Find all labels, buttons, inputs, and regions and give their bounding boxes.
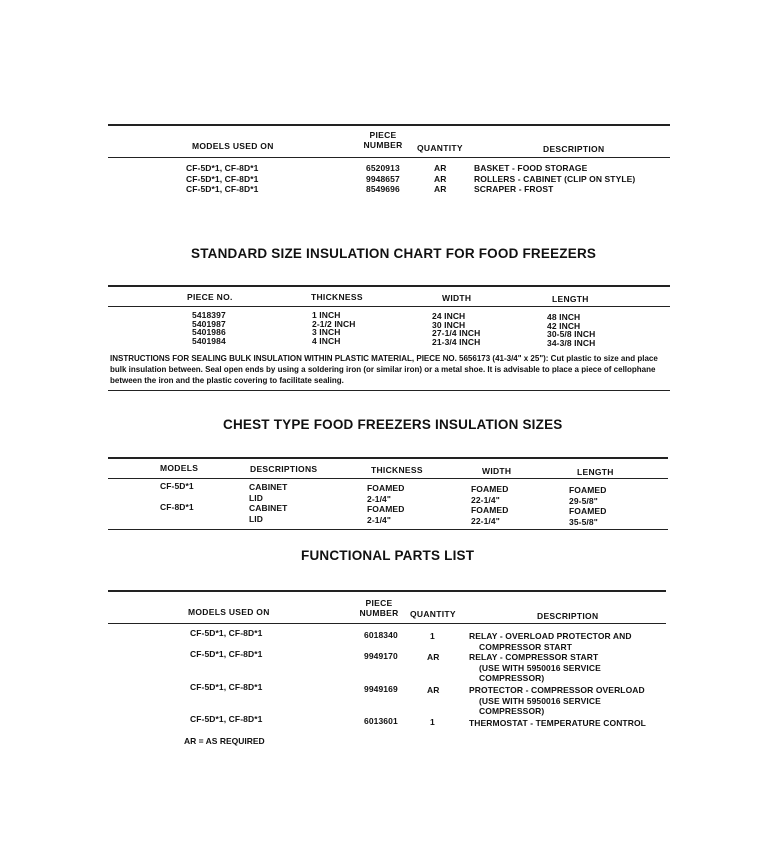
fp-desc-2: PROTECTOR - COMPRESSOR OVERLOAD (USE WITH 5950016 SERVICE COMPRESSOR) [469,685,645,716]
chest-bottom-rule [108,529,668,530]
fp-piece-2: 9949169 [364,684,398,694]
insulation-top-rule [108,285,670,287]
fp-qty-0: 1 [430,631,435,641]
top-rule [108,124,670,126]
header-chest-thickness: THICKNESS [371,465,423,475]
chest-model-column: CF-5D*1 CF-8D*1 [160,481,194,512]
header-width: WIDTH [442,293,472,303]
header-fp-description: DESCRIPTION [537,611,599,621]
header-length: LENGTH [552,294,589,304]
fp-qty-3: 1 [430,717,435,727]
parts-qty-column: AR AR AR [434,163,447,194]
insulation-thickness-column: 1 INCH 2-1/2 INCH 3 INCH 4 INCH [312,310,356,346]
header-fp-piece-number: PIECE NUMBER [359,598,399,618]
insulation-chart-title: STANDARD SIZE INSULATION CHART FOR FOOD FREEZERS [191,246,597,261]
table-row: CF-5D*1, CF-8D*1 [186,173,259,184]
chest-sizes-title: CHEST TYPE FOOD FREEZERS INSULATION SIZES [223,417,563,432]
header-models-used-on: MODELS USED ON [192,141,274,151]
functional-top-rule [108,590,666,592]
insulation-width-column: 24 INCH 30 INCH 27-1/4 INCH 21-3/4 INCH [432,311,481,347]
header-description: DESCRIPTION [543,144,605,154]
fp-piece-1: 9949170 [364,651,398,661]
instructions-bottom-rule [108,390,670,391]
fp-desc-3: THERMOSTAT - TEMPERATURE CONTROL [469,718,646,728]
table-row: CF-5D*1, CF-8D*1 [190,682,263,692]
table-row: CF-5D*1, CF-8D*1 [186,184,259,194]
header-piece-number: PIECE NUMBER [363,130,403,150]
chest-desc-column: CABINET LID CABINET LID [249,482,288,524]
fp-qty-2: AR [427,685,440,695]
parts-piece-column: 6520913 9948657 8549696 [366,163,400,194]
header-thickness: THICKNESS [311,292,363,302]
footnote-as-required: AR = AS REQUIRED [184,736,265,746]
header-piece-no: PIECE NO. [187,292,233,302]
table-row: CF-5D*1, CF-8D*1 [190,649,263,659]
insulation-length-column: 48 INCH 42 INCH 30-5/8 INCH 34-3/8 INCH [547,312,596,348]
fp-qty-1: AR [427,652,440,662]
header-models: MODELS [160,463,199,473]
header-rule [108,157,670,158]
header-quantity: QUANTITY [417,143,463,153]
table-row: CF-5D*1, CF-8D*1 [190,628,263,638]
fp-desc-1: RELAY - COMPRESSOR START (USE WITH 5950016 SERVICE COMPRESSOR) [469,652,601,683]
header-descriptions: DESCRIPTIONS [250,464,318,474]
header-chest-width: WIDTH [482,466,512,476]
chest-width-column: FOAMED 22-1/4" FOAMED 22-1/4" [471,484,509,526]
insulation-piece-column: 5418397 5401987 5401986 5401984 [192,310,226,346]
fp-piece-3: 6013601 [364,716,398,726]
chest-thickness-column: FOAMED 2-1/4" FOAMED 2-1/4" [367,483,405,525]
functional-header-rule [108,623,666,624]
table-row: CF-5D*1, CF-8D*1 [190,714,263,724]
fp-piece-0: 6018340 [364,630,398,640]
insulation-header-rule [108,306,670,307]
parts-models-column [186,163,258,195]
functional-parts-title: FUNCTIONAL PARTS LIST [301,548,475,563]
header-fp-models-used-on: MODELS USED ON [188,607,270,617]
header-fp-quantity: QUANTITY [410,609,456,619]
table-row: CF-5D*1, CF-8D*1 [186,163,259,173]
sealing-instructions: INSTRUCTIONS FOR SEALING BULK INSULATION WITHIN PLASTIC MATERIAL, PIECE NO. 5656173 (41-3/4" x 25"): Cut plastic to size and place bulk insulation between. Seal open ends by using a soldering iron (or similar iron) or a metal shoe. It is advisable to place a piece of cellophane between the iron and the plastic covering to facilitate sealing. [110,354,658,385]
parts-desc-column: BASKET - FOOD STORAGE ROLLERS - CABINET (CLIP ON STYLE) SCRAPER - FROST [474,163,636,194]
chest-top-rule [108,457,668,459]
chest-length-column: FOAMED 29-5/8" FOAMED 35-5/8" [569,485,607,527]
fp-desc-0: RELAY - OVERLOAD PROTECTOR AND COMPRESSOR START [469,631,632,652]
chest-header-rule [108,478,668,479]
header-chest-length: LENGTH [577,467,614,477]
